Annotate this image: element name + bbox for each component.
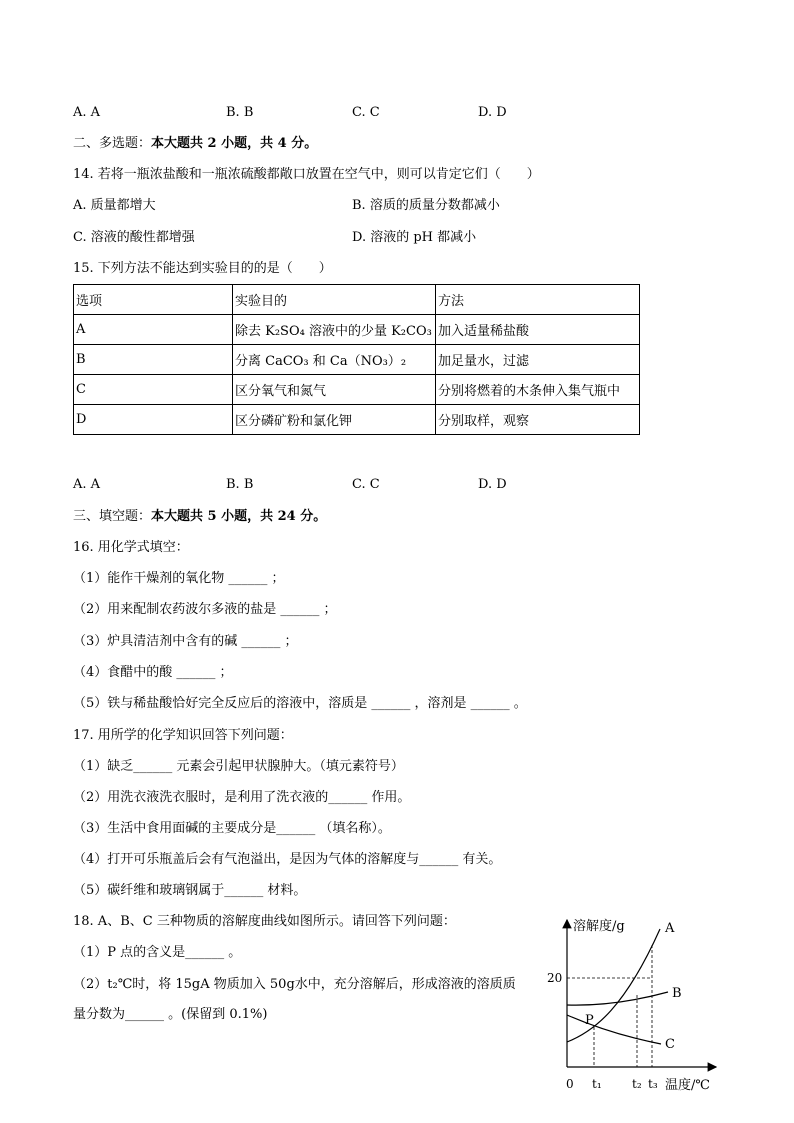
q14-option-b: B. 溶质的质量分数都减小 <box>352 198 500 213</box>
section-3-prefix: 三、填空题： <box>73 509 152 524</box>
q14-stem: 14. 若将一瓶浓盐酸和一瓶浓硫酸都敞口放置在空气中，则可以肯定它们（ ） <box>73 167 540 182</box>
table-header-row <box>74 285 640 315</box>
curve-c-label: C <box>665 1037 675 1052</box>
x-tick-t1: t₁ <box>592 1077 602 1091</box>
q17-stem: 17. 用所学的化学知识回答下列问题： <box>73 728 293 743</box>
q13-option-d: D. D <box>478 105 507 120</box>
origin-label: 0 <box>566 1077 574 1091</box>
q17-item: （4）打开可乐瓶盖后会有气泡溢出，是因为气体的溶解度与______ 有关。 <box>73 852 502 867</box>
y-axis-label: 溶解度/g <box>573 919 625 934</box>
q18-stem: 18. A、B、C 三种物质的溶解度曲线如图所示。请回答下列问题： <box>73 914 456 929</box>
table-cell: 加足量水，过滤 <box>436 345 640 375</box>
table-cell: D <box>74 405 233 435</box>
table-cell: 分别取样，观察 <box>436 405 640 435</box>
q16-item: （5）铁与稀盐酸恰好完全反应后的溶液中，溶质是 ______ ，溶剂是 ______ 。 <box>73 696 527 711</box>
q15-option-b: B. B <box>226 477 254 492</box>
table-row <box>74 375 640 405</box>
q17-item: （5）碳纤维和玻璃钢属于______ 材料。 <box>73 883 307 898</box>
x-tick-t2: t₂ <box>632 1077 642 1091</box>
table-cell: 区分氧气和氮气 <box>233 375 436 405</box>
point-p-label: P <box>585 1013 594 1028</box>
table-cell: 区分磷矿粉和氯化钾 <box>233 405 436 435</box>
q13-option-c: C. C <box>352 105 380 120</box>
q15-option-c: C. C <box>352 477 380 492</box>
table-header-cell: 方法 <box>436 285 640 315</box>
q15-stem: 15. 下列方法不能达到实验目的的是（ ） <box>73 261 332 276</box>
q13-option-a: A. A <box>73 105 101 120</box>
q13-option-b: B. B <box>226 105 254 120</box>
q15-option-a: A. A <box>73 477 101 492</box>
table-row <box>74 405 640 435</box>
q16-item: （1）能作干燥剂的氧化物 ______ ； <box>73 571 285 586</box>
table-cell: C <box>74 375 233 405</box>
q14-option-c: C. 溶液的酸性都增强 <box>73 230 195 245</box>
table-header-cell: 实验目的 <box>233 285 436 315</box>
section-2-summary: 本大题共 2 小题，共 4 分。 <box>151 136 318 151</box>
q16-item: （2）用来配制农药波尔多液的盐是 ______ ； <box>73 602 337 617</box>
section-3-heading <box>73 508 326 526</box>
table-cell: A <box>74 315 233 345</box>
curve-c <box>567 1015 661 1044</box>
q16-stem: 16. 用化学式填空： <box>73 540 189 555</box>
curve-b-label: B <box>672 986 682 1001</box>
y-tick-20: 20 <box>547 971 563 985</box>
q14-option-d: D. 溶液的 pH 都减小 <box>352 230 477 245</box>
q15-table <box>73 284 640 435</box>
table-cell: 分别将燃着的木条伸入集气瓶中 <box>436 375 640 405</box>
curve-a <box>567 929 660 1042</box>
q18-item-2-continued: 量分数为______ 。(保留到 0.1%) <box>73 1007 268 1022</box>
q14-option-a: A. 质量都增大 <box>73 198 156 213</box>
q17-item: （1）缺乏______ 元素会引起甲状腺肿大。（填元素符号） <box>73 759 404 774</box>
q18-item-1: （1）P 点的含义是______ 。 <box>73 945 242 960</box>
table-cell: B <box>74 345 233 375</box>
table-header-cell: 选项 <box>74 285 233 315</box>
section-2-heading <box>73 135 317 153</box>
section-2-prefix: 二、多选题： <box>73 136 152 151</box>
q16-item: （4）食醋中的酸 ______ ； <box>73 665 233 680</box>
x-axis-label: 温度/℃ <box>665 1078 710 1093</box>
section-3-summary: 本大题共 5 小题，共 24 分。 <box>151 509 327 524</box>
q18-item-2: （2）t₂℃时，将 15gA 物质加入 50g水中，充分溶解后，形成溶液的溶质质 <box>73 977 516 992</box>
x-tick-t3: t₃ <box>648 1077 658 1091</box>
table-cell: 分离 CaCO₃ 和 Ca（NO₃）₂ <box>233 345 436 375</box>
table-cell: 除去 K₂SO₄ 溶液中的少量 K₂CO₃ <box>233 315 436 345</box>
q16-item: （3）炉具清洁剂中含有的碱 ______ ； <box>73 634 298 649</box>
table-row <box>74 315 640 345</box>
table-row <box>74 345 640 375</box>
solubility-curve-figure <box>540 915 730 1095</box>
q17-item: （3）生活中食用面碱的主要成分是______ （填名称）。 <box>73 821 391 836</box>
table-cell: 加入适量稀盐酸 <box>436 315 640 345</box>
curve-a-label: A <box>665 921 675 936</box>
q17-item: （2）用洗衣液洗衣服时，是利用了洗衣液的______ 作用。 <box>73 790 411 805</box>
q15-option-d: D. D <box>478 477 507 492</box>
